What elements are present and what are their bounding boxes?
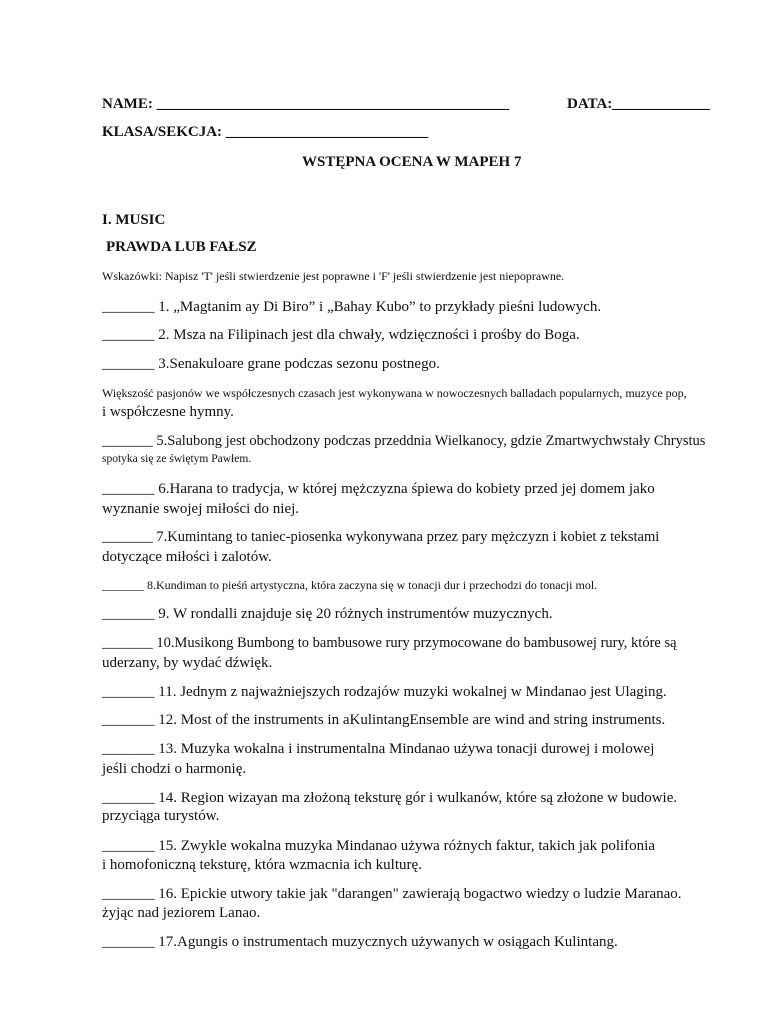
question-14-line-2: przyciąga turystów.	[102, 808, 220, 824]
question-6-line-2: wyznanie swojej miłości do niej.	[102, 501, 300, 517]
question-14-line-1: _______ 14. Region wizayan ma złożoną teksturę gór i wulkanów, które są złożone w budowie.	[102, 790, 678, 806]
question-3: _______ 3.Senakuloare grane podczas sezonu postnego.	[102, 356, 440, 372]
name-field: NAME: _______________________________________________	[102, 96, 510, 112]
question-5-line-2: spotyka się ze świętym Pawłem.	[102, 453, 252, 465]
date-field: DATA:_____________	[567, 96, 710, 112]
page-title: WSTĘPNA OCENA W MAPEH 7	[302, 154, 522, 170]
question-10-line-1: _______ 10.Musikong Bumbong to bambusowe rury przymocowane do bambusowej rury, które są	[102, 635, 677, 651]
question-16-line-2: żyjąc nad jeziorem Lanao.	[102, 905, 261, 921]
instructions: Wskazówki: Napisz 'T' jeśli stwierdzenie jest poprawne i 'F' jeśli stwierdzenie jest niepoprawne.	[102, 269, 565, 283]
question-2: _______ 2. Msza na Filipinach jest dla chwały, wdzięczności i prośby do Boga.	[102, 327, 580, 343]
question-6-line-1: _______ 6.Harana to tradycja, w której mężczyzna śpiewa do kobiety przed jej domem jako	[102, 481, 655, 497]
question-15-line-2: i homofoniczną teksturę, która wzmacnia ich kulturę.	[102, 857, 422, 873]
question-7-line-1: _______ 7.Kumintang to taniec-piosenka wykonywana przez pary mężczyzn i kobiet z tekstami	[102, 529, 660, 545]
question-17: _______ 17.Agungis o instrumentach muzycznych używanych w osiągach Kulintang.	[102, 934, 618, 950]
class-field: KLASA/SEKCJA: ___________________________	[102, 124, 429, 140]
question-7-line-2: dotyczące miłości i zalotów.	[102, 549, 272, 565]
question-10-line-2: uderzany, by wydać dźwięk.	[102, 655, 273, 671]
question-4-line-1: Większość pasjonów we współczesnych czasach jest wykonywana w nowoczesnych balladach popularnych, muzyce pop,	[102, 386, 687, 400]
section-subheading: PRAWDA LUB FAŁSZ	[106, 239, 257, 255]
question-13-line-1: _______ 13. Muzyka wokalna i instrumentalna Mindanao używa tonacji durowej i molowej	[102, 741, 655, 757]
section-heading: I. MUSIC	[102, 212, 166, 228]
question-16-line-1: _______ 16. Epickie utwory takie jak "darangen" zawierają bogactwo wiedzy o ludzie Maranao.	[102, 886, 682, 902]
question-12: _______ 12. Most of the instruments in aKulintangEnsemble are wind and string instruments.	[102, 712, 666, 728]
question-8: _______ 8.Kundiman to pieśń artystyczna, która zaczyna się w tonacji dur i przechodzi do tonacji mol.	[102, 578, 598, 592]
question-4-line-2: i współczesne hymny.	[102, 404, 234, 420]
question-11: _______ 11. Jednym z najważniejszych rodzajów muzyki wokalnej w Mindanao jest Ulaging.	[102, 684, 667, 700]
question-5-line-1: _______ 5.Salubong jest obchodzony podczas przeddnia Wielkanocy, gdzie Zmartwychwstały Chrystus	[102, 433, 706, 449]
question-15-line-1: _______ 15. Zwykle wokalna muzyka Mindanao używa różnych faktur, takich jak polifonia	[102, 838, 655, 854]
question-13-line-2: jeśli chodzi o harmonię.	[102, 761, 247, 777]
question-1: _______ 1. „Magtanim ay Di Biro” i „Bahay Kubo” to przykłady pieśni ludowych.	[102, 299, 602, 315]
question-9: _______ 9. W rondalli znajduje się 20 różnych instrumentów muzycznych.	[102, 606, 553, 622]
